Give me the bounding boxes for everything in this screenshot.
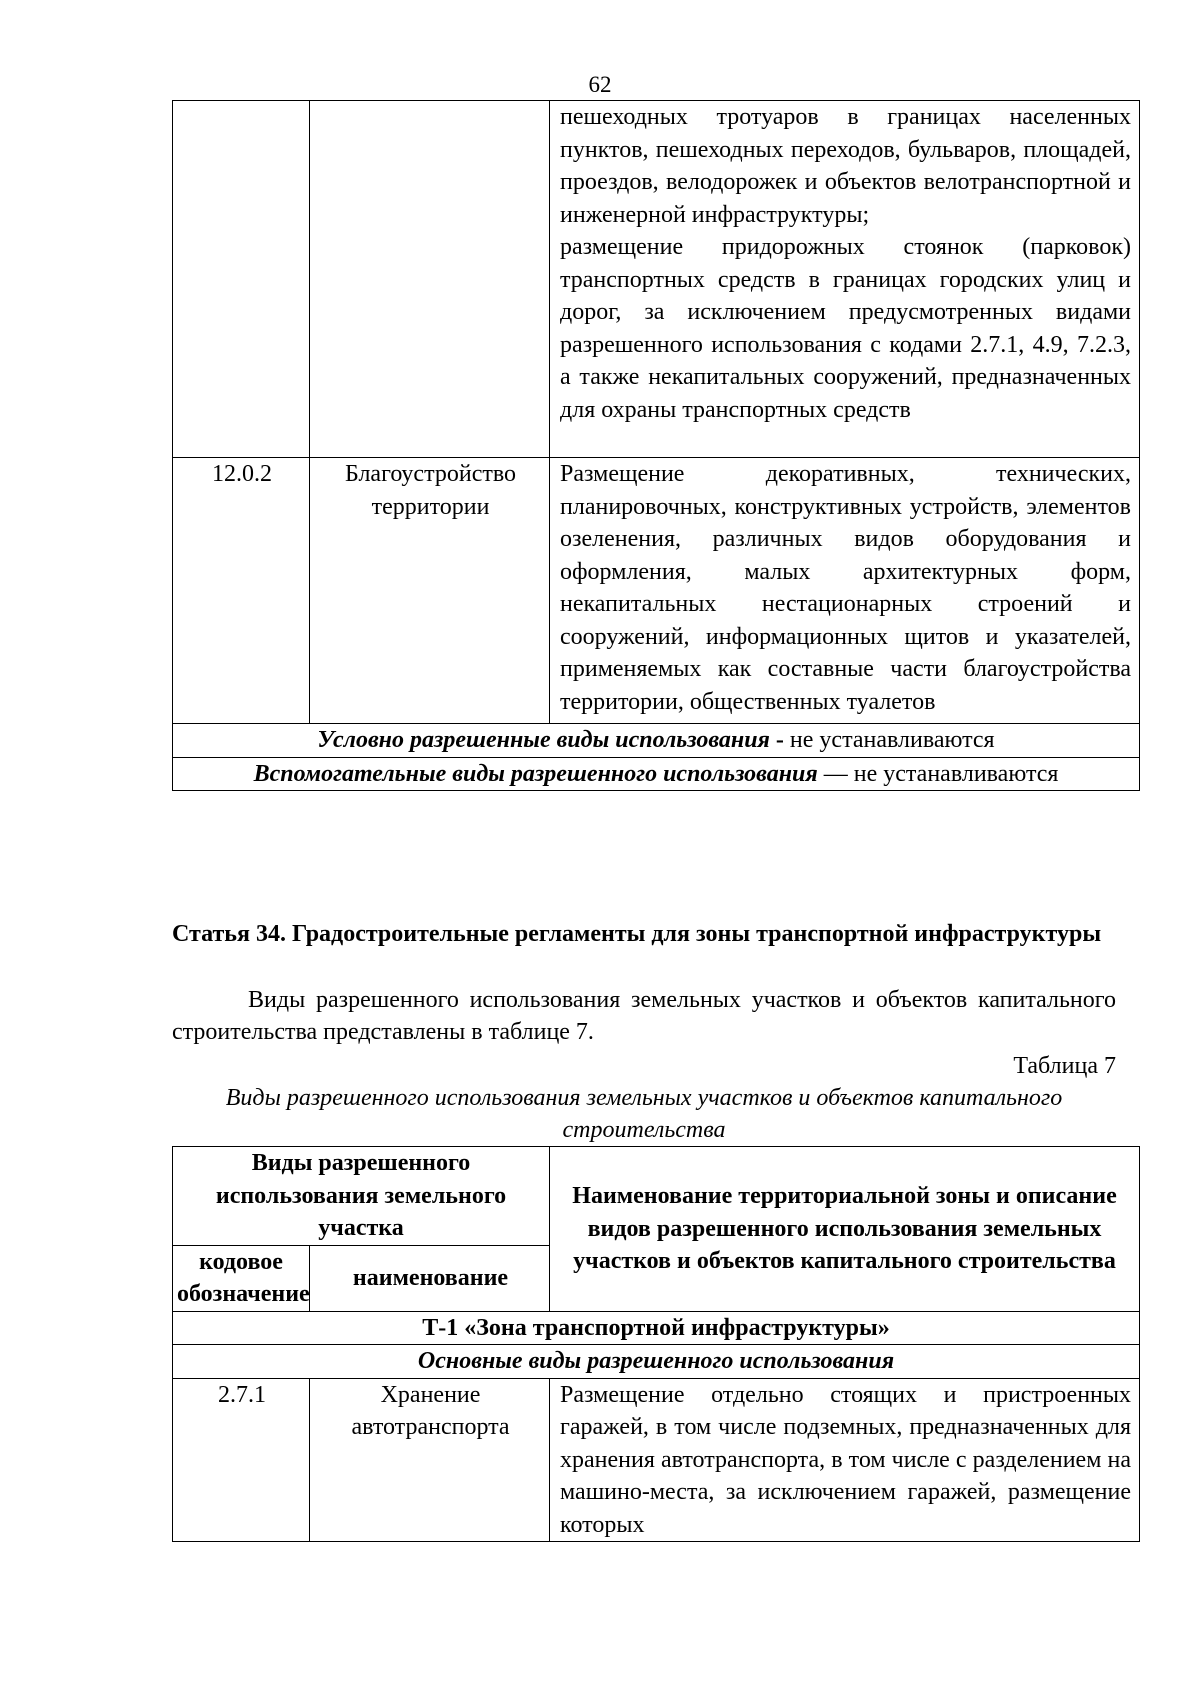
table-row <box>173 1345 1140 1379</box>
name-cell: Хранение автотранспорта <box>310 1378 550 1542</box>
table-label: Таблица 7 <box>1013 1053 1116 1079</box>
zone-row: Т-1 «Зона транспортной инфраструктуры» <box>173 1311 1140 1345</box>
conditional-types-value: не устанавливаются <box>789 727 995 753</box>
auxiliary-types-value: не устанавливаются <box>853 760 1059 787</box>
basic-types-row: Основные виды разрешенного использования <box>173 1345 1140 1379</box>
header-name-cell: наименование <box>310 1245 550 1311</box>
auxiliary-types-label: Вспомогательные виды разрешенного использования <box>253 760 818 787</box>
article-heading: Статья 34. Градостроительные регламенты для зоны транспортной инфраструктуры <box>172 921 1102 947</box>
table-row <box>173 724 1140 758</box>
intro-paragraph: Виды разрешенного использования земельных участков и объектов капитального строительства представлены в таблице 7. <box>172 987 1116 1045</box>
separator: - <box>769 727 790 753</box>
header-group-cell: Виды разрешенного использования земельного участка <box>173 1147 550 1246</box>
description-cell: Размещение декоративных, технических, планировочных, конструктивных устройств, элементов озеленения, различных видов оборудования и оформления, малых архитектурных форм, некапитальных нестационарных строений и сооружений, информационных щитов и указателей, применяемых как составные части благоустройства территории, общественных туалетов <box>550 458 1140 724</box>
table-row <box>173 1311 1140 1345</box>
description-cell: пешеходных тротуаров в границах населенных пунктов, пешеходных переходов, бульваров, площадей, проездов, велодорожек и объектов велотранспортной и инженерной инфраструктуры; размещение придорожных стоянок (парковок) транспортных средств в границах городских улиц и дорог, за исключением предусмотренных видами разрешенного использования с кодами 2.7.1, 4.9, 7.2.3, а также некапитальных сооружений, предназначенных для охраны транспортных средств <box>550 101 1140 458</box>
land-use-table-continued <box>172 100 1140 791</box>
code-cell: 2.7.1 <box>173 1378 310 1542</box>
page-number: 62 <box>588 72 612 97</box>
code-cell: 12.0.2 <box>173 458 310 724</box>
table-caption: Виды разрешенного использования земельных участков и объектов капитального строительства <box>225 1085 1063 1143</box>
name-cell: Благоустройство территории <box>310 458 550 724</box>
table-header-row <box>173 1147 1140 1246</box>
conditional-types-label: Условно разрешенные виды использования <box>317 727 770 753</box>
table-row <box>173 1378 1140 1542</box>
header-description-cell: Наименование территориальной зоны и описание видов разрешенного использования земельных участков и объектов капитального строительства <box>550 1147 1140 1312</box>
auxiliary-types-row <box>173 757 1140 791</box>
table-row <box>173 458 1140 724</box>
separator: — <box>817 760 854 787</box>
land-use-table-7 <box>172 1146 1140 1542</box>
code-cell <box>173 101 310 458</box>
header-code-cell: кодовое обозначение <box>173 1245 310 1311</box>
table-row <box>173 101 1140 458</box>
description-cell: Размещение отдельно стоящих и пристроенных гаражей, в том числе подземных, предназначенных для хранения автотранспорта, в том числе с разделением на машино-места, за исключением гаражей, размещение которых <box>550 1378 1140 1542</box>
name-cell <box>310 101 550 458</box>
conditional-types-row <box>173 724 1140 758</box>
table-row <box>173 757 1140 791</box>
